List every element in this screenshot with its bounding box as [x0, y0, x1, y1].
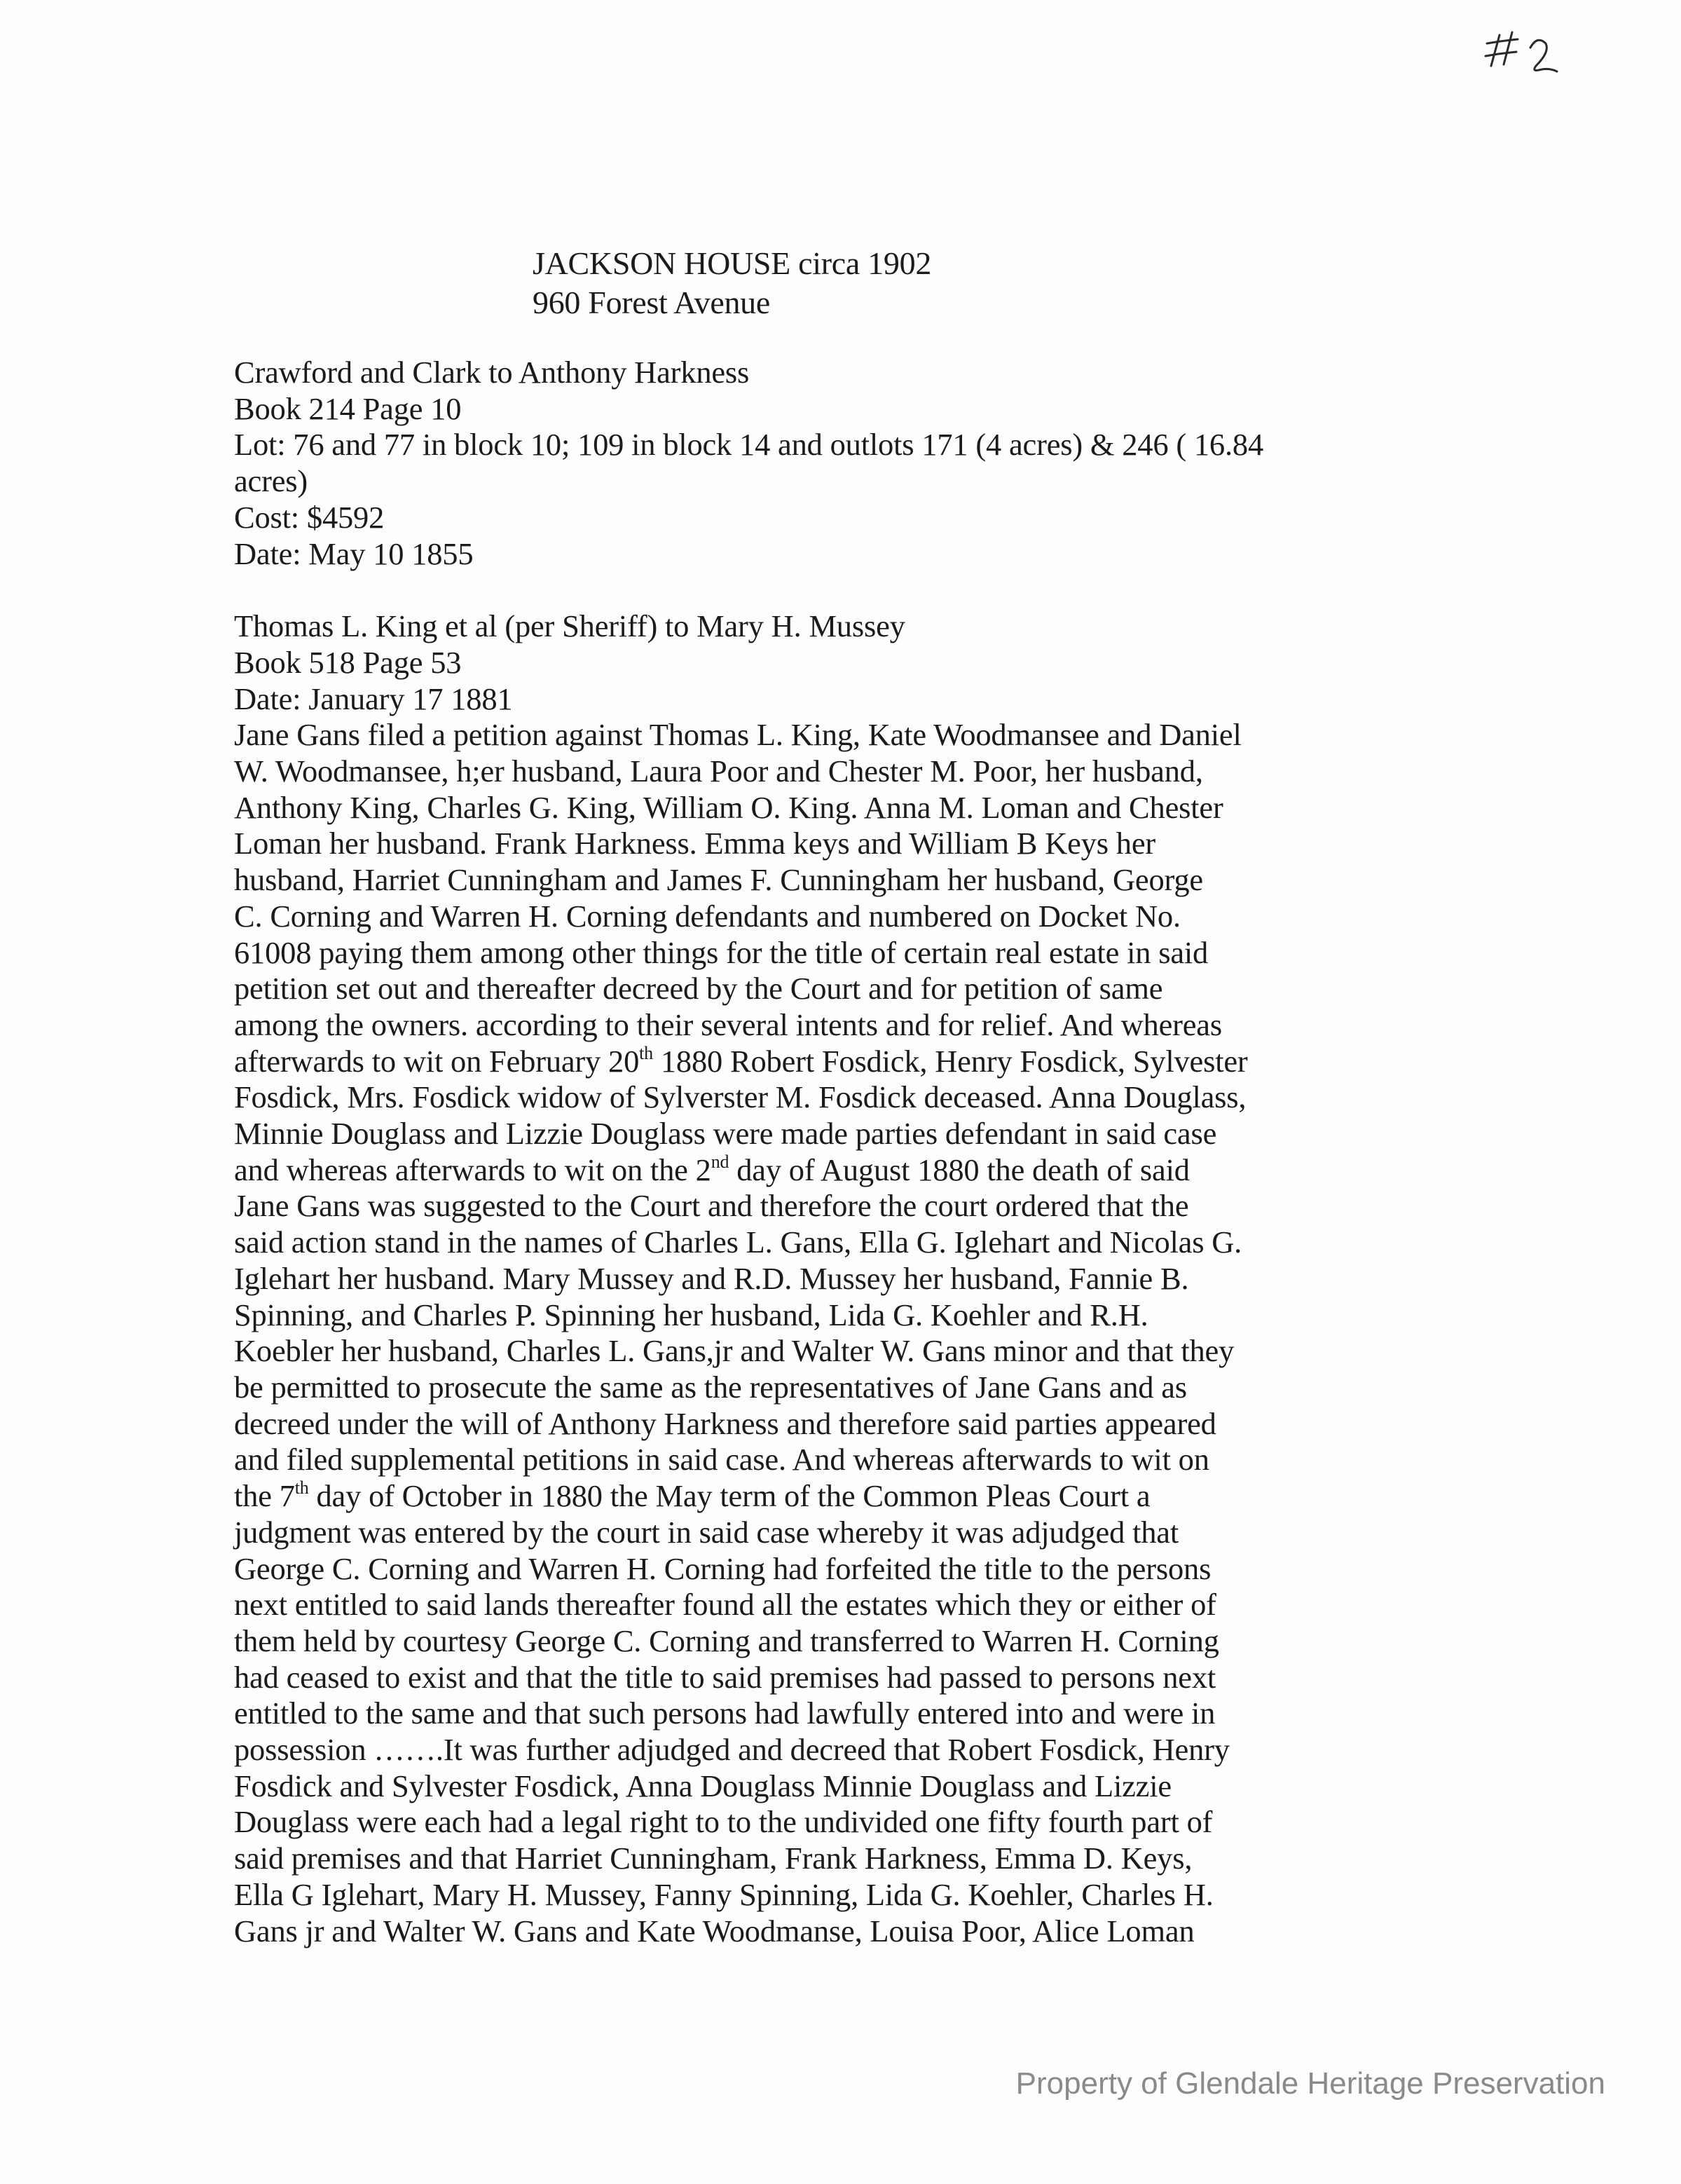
narrative-line: among the owners. according to their several intents and for relief. And whereas [234, 1006, 1222, 1042]
narrative-line: husband, Harriet Cunningham and James F. Cunningham her husband, George [234, 862, 1203, 898]
narrative-line: C. Corning and Warren H. Corning defendants and numbered on Docket No. [234, 898, 1181, 934]
narrative-line: Fosdick, Mrs. Fosdick widow of Sylverster M. Fosdick deceased. Anna Douglass, [234, 1079, 1247, 1115]
deed-book-page: Book 518 Page 53 [234, 644, 462, 680]
narrative-line: Spinning, and Charles P. Spinning her husband, Lida G. Koehler and R.H. [234, 1297, 1148, 1332]
text-run: 1880 Robert Fosdick, Henry Fosdick, Sylvester [652, 1043, 1248, 1079]
document-header [533, 244, 931, 322]
narrative-line: Jane Gans filed a petition against Thomas L. King, Kate Woodmansee and Daniel [234, 717, 1242, 753]
deed-lot: Lot: 76 and 77 in block 10; 109 in block 14 and outlots 171 (4 acres) & 246 ( 16.84 [234, 427, 1264, 463]
deed-records [234, 355, 1439, 1949]
narrative-line: entitled to the same and that such persons had lawfully entered into and were in [234, 1695, 1216, 1731]
narrative-line: George C. Corning and Warren H. Corning had forfeited the title to the persons [234, 1550, 1212, 1586]
property-address: 960 Forest Avenue [533, 285, 771, 320]
ordinal-suffix: th [639, 1042, 653, 1063]
deed-cost: Cost: $4592 [234, 499, 385, 535]
narrative-line: Iglehart her husband. Mary Mussey and R.D. Mussey her husband, Fannie B. [234, 1260, 1189, 1296]
ownership-watermark: Property of Glendale Heritage Preservation [1015, 2066, 1605, 2101]
text-run: day of October in 1880 the May term of the Common Pleas Court a [308, 1478, 1151, 1514]
narrative-line: Douglass were each had a legal right to to the undivided one fifty fourth part of [234, 1804, 1213, 1840]
narrative-line: petition set out and thereafter decreed by the Court and for petition of same [234, 971, 1163, 1006]
narrative-line: had ceased to exist and that the title to said premises had passed to persons next [234, 1659, 1216, 1695]
deed-lot-continued: acres) [234, 463, 308, 499]
text-run: afterwards to wit on February 20 [234, 1043, 640, 1079]
narrative-line: Anthony King, Charles G. King, William O. King. Anna M. Loman and Chester [234, 789, 1223, 825]
ordinal-suffix: nd [711, 1151, 729, 1172]
narrative-line: 61008 paying them among other things for the title of certain real estate in said [234, 934, 1209, 970]
narrative-line [234, 1152, 1439, 1189]
narrative-line [234, 1478, 1439, 1515]
narrative-line: be permitted to prosecute the same as the representatives of Jane Gans and as [234, 1369, 1187, 1405]
narrative-line: Loman her husband. Frank Harkness. Emma keys and William B Keys her [234, 826, 1155, 861]
narrative-line: Jane Gans was suggested to the Court and therefore the court ordered that the [234, 1188, 1189, 1224]
narrative-line: Koebler her husband, Charles L. Gans,jr and Walter W. Gans minor and that they [234, 1333, 1235, 1369]
narrative-line: decreed under the will of Anthony Harkness and therefore said parties appeared [234, 1405, 1216, 1441]
document-title: JACKSON HOUSE circa 1902 [533, 245, 932, 281]
narrative-line: Gans jr and Walter W. Gans and Kate Woodmanse, Louisa Poor, Alice Loman [234, 1913, 1195, 1948]
narrative-line: Minnie Douglass and Lizzie Douglass were made parties defendant in said case [234, 1116, 1217, 1152]
deed-date: Date: January 17 1881 [234, 681, 513, 716]
section-spacer [234, 572, 1439, 608]
text-run: the 7 [234, 1478, 295, 1514]
narrative-line: next entitled to said lands thereafter found all the estates which they or either of [234, 1587, 1216, 1623]
text-run: day of August 1880 the death of said [729, 1152, 1190, 1187]
narrative-line: them held by courtesy George C. Corning and transferred to Warren H. Corning [234, 1623, 1219, 1658]
ordinal-suffix: th [294, 1477, 309, 1499]
narrative-line: said premises and that Harriet Cunningham, Frank Harkness, Emma D. Keys, [234, 1841, 1193, 1876]
narrative-line: Fosdick and Sylvester Fosdick, Anna Douglass Minnie Douglass and Lizzie [234, 1768, 1172, 1803]
deed-record-2 [234, 608, 1439, 1949]
deed-parties: Crawford and Clark to Anthony Harkness [234, 355, 750, 390]
deed-parties: Thomas L. King et al (per Sheriff) to Mary H. Mussey [234, 608, 905, 644]
narrative-line [234, 1044, 1439, 1080]
narrative-line: possession …….It was further adjudged and decreed that Robert Fosdick, Henry [234, 1732, 1230, 1768]
deed-record-1 [234, 355, 1439, 572]
narrative-line: judgment was entered by the court in said case whereby it was adjudged that [234, 1514, 1179, 1550]
narrative-line: and filed supplemental petitions in said case. And whereas afterwards to wit on [234, 1442, 1209, 1477]
narrative-line: W. Woodmansee, h;er husband, Laura Poor and Chester M. Poor, her husband, [234, 753, 1203, 789]
handwritten-page-number [1484, 20, 1568, 83]
narrative-line: said action stand in the names of Charles L. Gans, Ella G. Iglehart and Nicolas G. [234, 1224, 1242, 1260]
narrative-line: Ella G Iglehart, Mary H. Mussey, Fanny Spinning, Lida G. Koehler, Charles H. [234, 1876, 1214, 1912]
deed-date: Date: May 10 1855 [234, 535, 474, 571]
text-run: and whereas afterwards to wit on the 2 [234, 1152, 711, 1187]
deed-book-page: Book 214 Page 10 [234, 390, 462, 426]
